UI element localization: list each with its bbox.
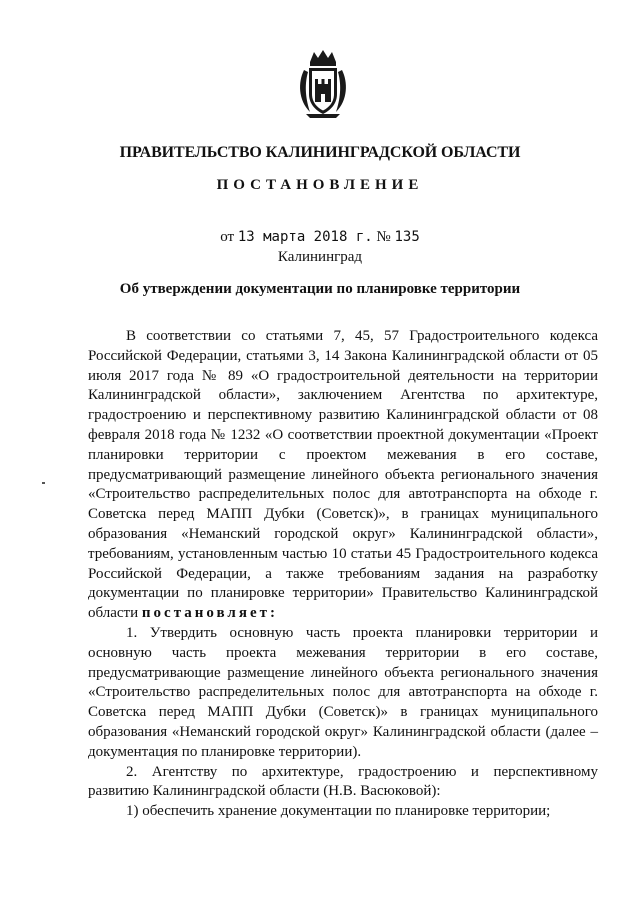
item-2-paragraph: 2. Агентству по архитектуре, градостроению и перспективному развитию Калининградской области (Н.В. Васюковой): <box>88 763 598 800</box>
organization-title: ПРАВИТЕЛЬСТВО КАЛИНИНГРАДСКОЙ ОБЛАСТИ <box>119 144 521 161</box>
number-sign: № <box>376 229 391 245</box>
date-number-line <box>0 229 640 246</box>
date-prefix: от <box>220 229 235 245</box>
document-subject: Об утверждении документации по планировке территории <box>119 281 521 297</box>
item-1-paragraph: 1. Утвердить основную часть проекта планировки территории и основную часть проекта межевания территории в его составе, предусматривающие размещение линейного объекта регионального значения «Строительство распределительных полос для автотранспорта на обходе г. Советска перед МАПП Дубки (Советск)» в границах муниципального образования «Неманский городской округ» Калининградской области (далее – документация по планировке территории). <box>88 624 598 760</box>
document-number: 135 <box>394 229 420 245</box>
document-type: ПОСТАНОВЛЕНИЕ <box>216 177 424 193</box>
city: Калининград <box>277 249 363 265</box>
preamble-text: В соответствии со статьями 7, 45, 57 Градостроительного кодекса Российской Федерации, статьями 3, 14 Закона Калининградской области от 05 июля 2017 года № 89 «О градостроительной деятельности на территории Калининградской области», заключением Агентства по архитектуре, градостроению и перспективному развитию Калининградской области от 08 февраля 2018 года № 1232 «О соответствии проектной документации «Проект планировки территории с проектом межевания в его составе, предусматривающий размещение линейного объекта регионального значения «Строительство распределительных полос для автотранспорта на обходе г. Советска перед МАПП Дубки (Советск)», в границах муниципального образования «Неманский городской округ» Калининградской области», требованиям, установленным частью 10 статьи 45 Градостроительного кодекса Российской Федерации, а также требованиям задания на разработку документации по планировке территории» Правительство Калининградской области <box>88 328 598 622</box>
document-body <box>88 327 598 822</box>
resolves-keyword: постановляет: <box>141 605 278 622</box>
date-value: 13 марта 2018 г. <box>237 229 373 245</box>
coat-of-arms-icon <box>296 48 350 120</box>
preamble-paragraph <box>88 327 598 624</box>
scan-speck <box>42 482 45 484</box>
item-2-1-paragraph: 1) обеспечить хранение документации по планировке территории; <box>126 803 551 820</box>
